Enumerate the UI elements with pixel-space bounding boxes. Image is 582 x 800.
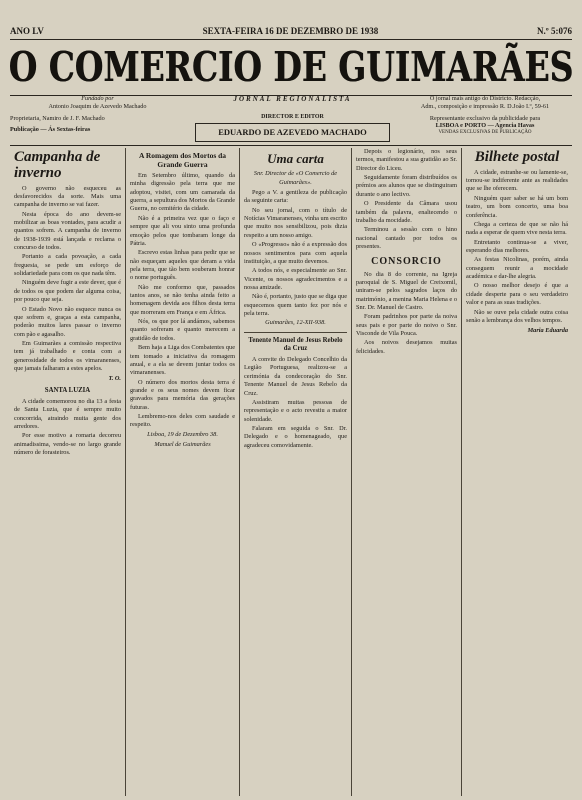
admin-info-1: O jornal mais antigo do Districto. Redacção, [429, 95, 541, 102]
article-title-consorcio: CONSORCIO [371, 256, 442, 268]
issue-date: SEXTA-FEIRA 16 DE DEZEMBRO DE 1938 [202, 26, 379, 36]
journal-type: JORNAL REGIONALISTA [233, 95, 352, 103]
paragraph: Pego a V. a gentileza de publicação da seguinte carta: [244, 189, 347, 205]
letter-place-date: Guimarães, 12-XII-938. [265, 319, 326, 327]
admin-info-4: LISBOA e PORTO — Agencia Havas [435, 122, 535, 130]
article-body-consorcio [356, 271, 457, 357]
column-1 [10, 148, 126, 796]
paragraph: Foram padrinhos por parte da noiva seus pais e por parte do noivo o Snr. Visconde de Vila Pouca. [356, 313, 457, 338]
founder-name: Antonio Joaquim de Azevedo Machado [48, 102, 147, 110]
article-title-campanha: Campanha de inverno [14, 149, 101, 181]
column-4 [352, 148, 462, 796]
article-author: Manuel de Guimarães [154, 441, 211, 449]
paragraph: Não é, portanto, justo que se diga que esquecemos quem tanto fez por nós e pela terra. [244, 293, 347, 318]
admin-info-2: Adm., composição e impressão R. D.João I.º, 59-61 [420, 102, 550, 110]
paragraph: Nós, os que por lá andámos, sabemos quanto sofreram e quanto merecem a gratidão de todos. [130, 318, 235, 342]
paragraph: No dia 8 do corrente, na Igreja paroquial de S. Miguel de Creixomil, uniram-se pelos sagrados laços do matrimónio, a menina Maria Helena e o Snr. Dr. Manuel de Castro. [356, 270, 457, 312]
paragraph: O nosso melhor desejo é que a cidade desperte para o seu verdadeiro valor e para as suas tradições. [466, 282, 568, 307]
paragraph: O Presidente da Câmara usou também da palavra, enaltecendo o trabalho da mocidade. [356, 200, 457, 224]
article-title-carta: Uma carta [267, 151, 324, 166]
admin-info-5: VENDAS EXCLUSIVAS DE PUBLICAÇÃO [438, 130, 532, 135]
paragraph: Depois o legionário, nos seus termos, manifestou a sua gratidão ao Sr. Director do Liceu. [356, 148, 457, 172]
paragraph: A cidade, estranhe-se ou lamente-se, tornou-se indiferente ante as realidades que se lhe oferecem. [466, 168, 568, 193]
paragraph: Chega a certeza de que se não há nada a esperar de quem vive nesta terra. [466, 220, 568, 237]
founder-block [10, 95, 185, 134]
paragraph: O «Progresso» não é a expressão dos nossos sentimentos para com aquela instituição, a que muito devemos. [244, 241, 347, 265]
column-5 [462, 148, 572, 796]
director-block [195, 95, 390, 142]
paragraph: A cidade comemorou no dia 13 a festa de Santa Luzia, que é sempre muito concorrida, atraindo muita gente dos arredores. [14, 397, 121, 430]
owner-line: Proprietaria, Namiro de J. F. Machado [10, 114, 105, 122]
column-separator [244, 332, 347, 333]
article-body-carta [244, 189, 347, 318]
article-body-tenente [244, 356, 347, 450]
article-title-tenente: Tenente Manuel de Jesus Rebelo da Cruz [248, 336, 343, 352]
paragraph: Não é a primeira vez que o faço e sempre que ali vou sinto uma profunda emoção pelos que tombaram longe da Pátria. [130, 214, 235, 247]
article-signature: T. O. [108, 375, 121, 383]
paragraph: Lembremo-nos deles com saudade e respeito. [130, 413, 235, 429]
paragraph: Terminou a sessão com o hino nacional cantado por todos os presentes. [356, 226, 457, 250]
article-body-santa-luzia [14, 398, 121, 458]
article-body-campanha [14, 185, 121, 374]
article-body-romagem [130, 172, 235, 430]
founded-label: Fundado por [81, 95, 114, 102]
paragraph: Não me conformo que, passados tantos anos, se não tenha ainda feito a homenagem devida aos filhos desta terra que morreram em França e em África. [130, 283, 235, 316]
column-3 [240, 148, 352, 796]
article-title-bilhete: Bilhete postal [474, 149, 560, 165]
article-signature-bilhete: Maria Eduarda [527, 327, 568, 335]
article-body-bilhete [466, 169, 568, 325]
paragraph: O Estado Novo não esquece nunca os que sofrem e, graças a esta campanha, poderão muitos lares passar o inverno com pão e agasalho. [14, 305, 121, 338]
article-title-romagem: A Romagem dos Mortos da Grande Guerra [138, 151, 227, 169]
issue-number: N.º 5:076 [537, 26, 572, 36]
paragraph: Seguidamente foram distribuídos os prémios aos alunos que se distinguiram durante o ano lectivo. [356, 174, 457, 198]
header-bottom-rule [10, 145, 572, 146]
year-label: ANO LV [10, 26, 44, 36]
admin-block [400, 95, 570, 136]
paragraph: Ninguém quer saber se há um bom teatro, um bom concerto, uma boa conferência. [466, 194, 568, 219]
paragraph: Aos noivos desejamos muitas felicidades. [356, 339, 457, 355]
paragraph: Falaram em seguida o Snr. Dr. Delegado e o homenageado, que agradeceu comovidamente. [244, 424, 347, 449]
columns [10, 148, 572, 796]
paragraph: O governo não esqueceu as desfavorecidos da sorte. Mais uma campanha de inverno se vai fazer. [14, 184, 121, 209]
paragraph: Em Guimarães a comissão respectiva tem já trabalhado e conta com a generosidade de todos os vimaranenses, que jamais falharam a estes apelos. [14, 339, 121, 373]
masthead [10, 40, 572, 94]
paragraph: Bem haja a Liga dos Combatentes que tem tomado a iniciativa da romagem anual, e a ela se devem juntar todos os vimaranenses. [130, 344, 235, 377]
paragraph: No seu jornal, com o título de Notícias Vimaranenses, vinha um escrito que muito nos sensibilizou, pois dizia respeito a um nosso amigo. [244, 206, 347, 239]
director-label: DIRECTOR E EDITOR [261, 113, 324, 120]
paragraph: Assistiram muitas pessoas de representação e o acto revestiu a maior solenidade. [244, 398, 347, 423]
masthead-subinfo [10, 95, 572, 143]
article-title-santa-luzia: SANTA LUZIA [44, 386, 91, 394]
paragraph: A todos nós, e especialmente ao Snr. Vicente, os nossos agradecimentos e a nossa amizade. [244, 267, 347, 291]
column-2 [126, 148, 240, 796]
paragraph: A convite do Delegado Concelhio da Legião Portuguesa, realizou-se a cerimónia da condecoração do Snr. Tenente Manuel de Jesus Rebelo da Cruz. [244, 356, 347, 397]
top-info-line [10, 24, 572, 38]
publication-line: Publicação — Ás Sextas-feiras [10, 126, 91, 134]
article-place-date: Lisboa, 19 de Dezembro 38. [147, 430, 218, 438]
paragraph: Não se ouve pela cidade outra coisa senão a lembrança dos velhos tempos. [466, 308, 568, 324]
paragraph: Em Setembro último, quando da minha digressão pela terra que me adoptou, visitei, com um camarada da guerra, a sepultura dos Mortos da Grande Guerra, no cemitério da cidade. [130, 172, 235, 213]
paragraph: Ninguém deve fugir a este dever, que é de todos os que podem dar alguma coisa, por pouco que seja. [14, 279, 121, 304]
newspaper-title: O COMERCIO DE GUIMARÃES [8, 43, 574, 91]
paragraph: Nesta época do ano devem-se mobilizar as boas vontades, para acudir a quantos sofrem. A campanha de inverno de 1938-1939 está lançada e reclama o concurso de todos. [14, 210, 121, 252]
paragraph: Portanto a cada povoação, a cada freguesia, se pede um esforço de solidariedade para com os que nada têm. [14, 253, 121, 278]
director-name: EDUARDO DE AZEVEDO MACHADO [195, 123, 390, 142]
article-body-continued [356, 148, 457, 251]
paragraph: Escrevo estas linhas para pedir que se não esqueçam aqueles que deram a vida pela terra, que tão bem souberam honrar o nome português. [130, 249, 235, 282]
letter-intro: Snr. Director de «O Comercio de Guimarães». [253, 170, 338, 186]
paragraph: Entretanto continua-se a viver, esperando dias melhores. [466, 238, 568, 254]
admin-info-3: Representante exclusivo da publicidade para [429, 114, 541, 122]
paragraph: Por esse motivo a romaria decorreu animadissima, vendo-se no largo grande número de forasteiros. [14, 432, 121, 457]
paragraph: As festas Nicolinas, porém, ainda conseguem reunir a mocidade académica e dar-lhe alegria. [466, 256, 568, 281]
paragraph: O número dos mortos desta terra é grande e os seus nomes devem ficar gravados para memória das gerações futuras. [130, 378, 235, 411]
